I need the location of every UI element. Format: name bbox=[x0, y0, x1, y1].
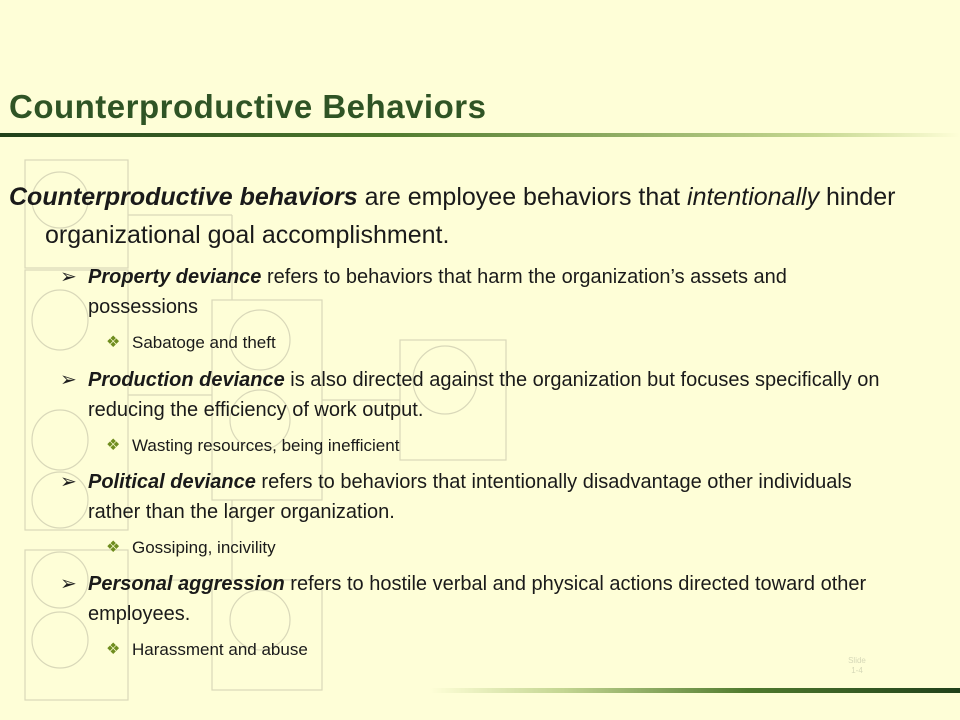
sub-bullet-item bbox=[106, 638, 900, 662]
bullet-text: refers to hostile verbal and physical actions directed toward other employees. bbox=[88, 573, 867, 625]
sub-bullet-item bbox=[106, 331, 900, 355]
diamond-bullet-icon: ❖ bbox=[106, 641, 121, 658]
sub-bullet-text: Wasting resources, being inefficient bbox=[132, 436, 400, 455]
bullet-term: Personal aggression bbox=[88, 573, 285, 595]
slide-title: Counterproductive Behaviors bbox=[9, 88, 487, 125]
intro-text-a: are employee behaviors that bbox=[357, 183, 688, 211]
slide-number-value: 1-4 bbox=[851, 666, 863, 675]
arrow-bullet-icon: ➢ bbox=[60, 573, 77, 595]
intro-term: Counterproductive behaviors bbox=[9, 183, 358, 211]
sub-bullet-text: Gossiping, incivility bbox=[132, 538, 276, 557]
bullet-term: Production deviance bbox=[88, 369, 285, 391]
bullet-list bbox=[60, 262, 900, 662]
diamond-bullet-icon: ❖ bbox=[106, 539, 121, 556]
bullet-item-property-deviance bbox=[60, 262, 900, 322]
diamond-bullet-icon: ❖ bbox=[106, 437, 121, 454]
intro-emphasis: intentionally bbox=[687, 183, 820, 211]
bullet-item-personal-aggression bbox=[60, 569, 900, 629]
intro-paragraph bbox=[9, 178, 945, 254]
sub-bullet-item bbox=[106, 536, 900, 560]
arrow-bullet-icon: ➢ bbox=[60, 471, 77, 493]
bullet-term: Political deviance bbox=[88, 471, 256, 493]
sub-bullet-text: Sabatoge and theft bbox=[132, 333, 276, 352]
slide-number bbox=[842, 656, 872, 676]
bullet-text: is also directed against the organization but focuses specifically on reducing the efficiency of work output. bbox=[88, 369, 880, 421]
footer-divider bbox=[430, 688, 960, 693]
title-divider bbox=[0, 133, 960, 137]
bullet-item-political-deviance bbox=[60, 467, 900, 527]
bullet-text: refers to behaviors that intentionally disadvantage other individuals rather than the larger organization. bbox=[88, 471, 852, 523]
sub-bullet-item bbox=[106, 434, 900, 458]
arrow-bullet-icon: ➢ bbox=[60, 266, 77, 288]
arrow-bullet-icon: ➢ bbox=[60, 369, 77, 391]
bullet-text: refers to behaviors that harm the organization’s assets and possessions bbox=[88, 266, 787, 318]
slide-number-label: Slide bbox=[848, 656, 866, 665]
intro-text-b: hinder organizational goal accomplishment. bbox=[45, 183, 896, 249]
bullet-term: Property deviance bbox=[88, 266, 262, 288]
bullet-item-production-deviance bbox=[60, 365, 900, 425]
sub-bullet-text: Harassment and abuse bbox=[132, 640, 308, 659]
diamond-bullet-icon: ❖ bbox=[106, 334, 121, 351]
